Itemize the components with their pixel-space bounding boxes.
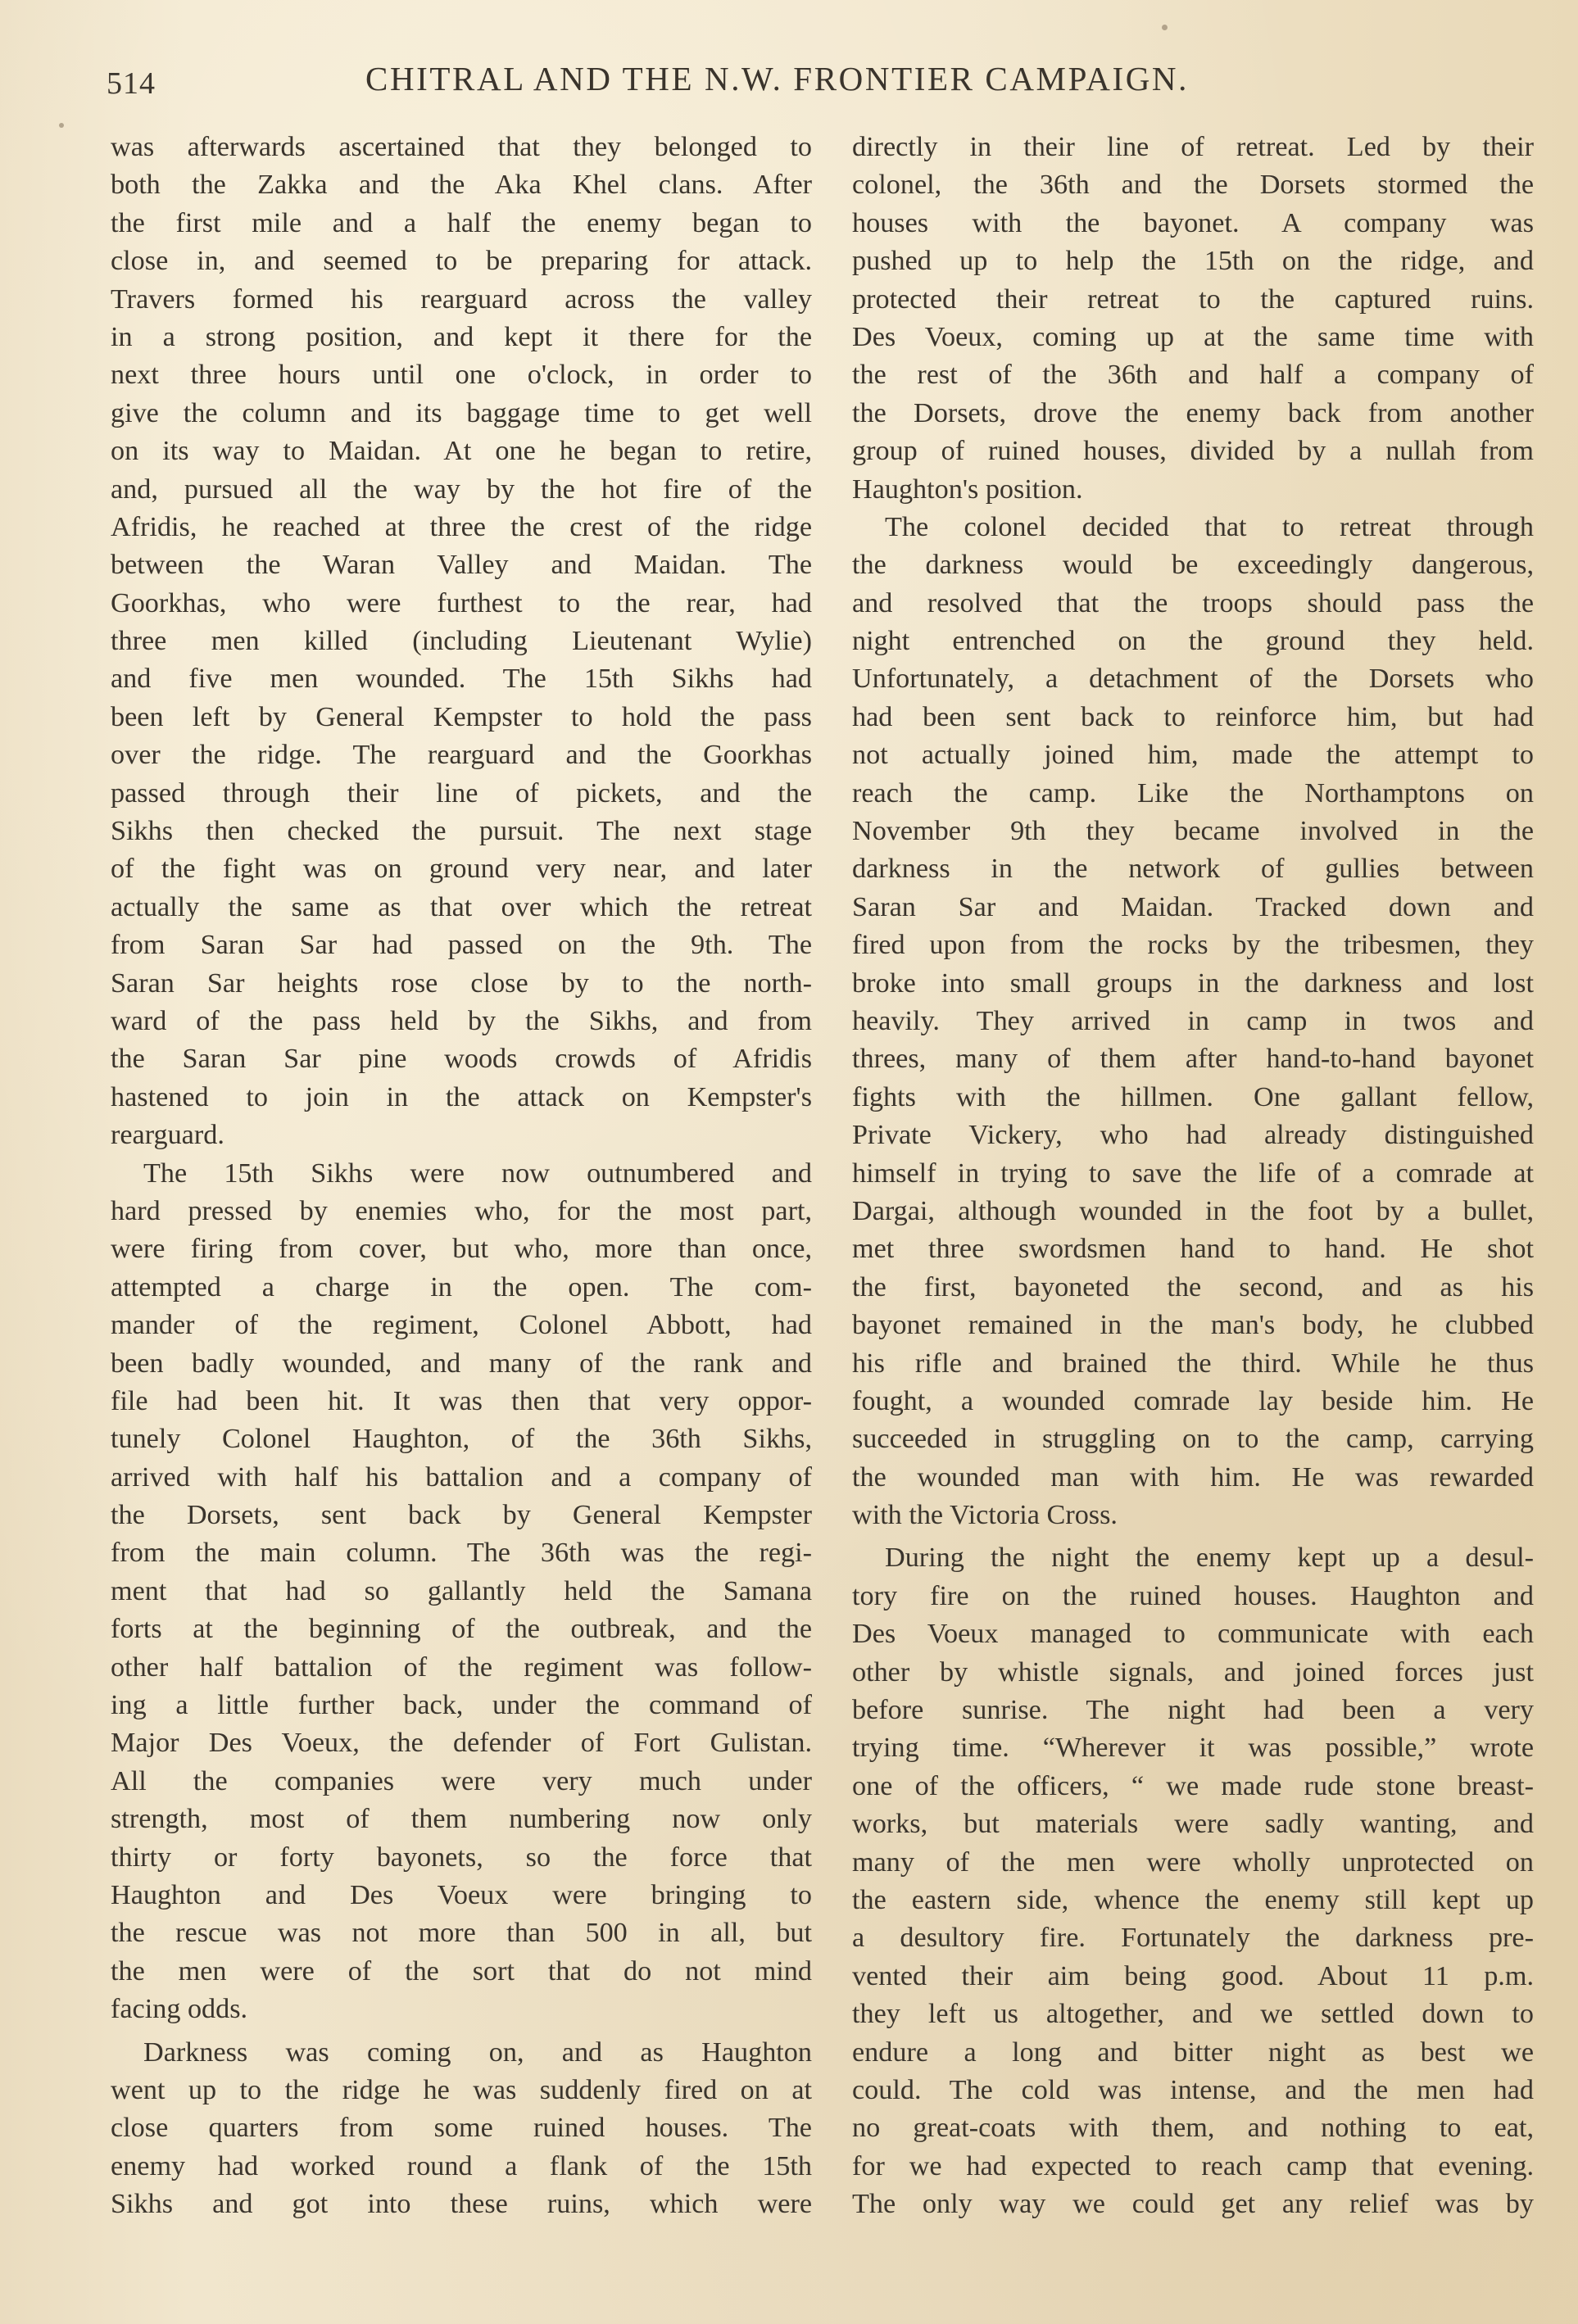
text-line: the eastern side, whence the enemy still kept up [852, 1884, 1534, 1915]
text-line: his rifle and brained the third. While he thus [852, 1348, 1534, 1379]
text-line: in a strong position, and kept it there for the [111, 321, 812, 352]
text-line: The colonel decided that to retreat through [885, 511, 1534, 542]
text-line: one of the officers, “ we made rude stone breast- [852, 1770, 1534, 1801]
text-line: for we had expected to reach camp that evening. [852, 2150, 1534, 2181]
text-line: a desultory fire. Fortunately the darkness pre- [852, 1923, 1534, 1954]
text-line: had been sent back to reinforce him, but had [852, 701, 1534, 732]
text-line: the Dorsets, sent back by General Kempster [111, 1500, 812, 1531]
text-line: succeeded in struggling on to the camp, carrying [852, 1424, 1534, 1455]
text-line: Unfortunately, a detachment of the Dorsets who [852, 664, 1534, 695]
text-line: many of the men were wholly unprotected on [852, 1846, 1534, 1878]
text-line: heavily. They arrived in camp in twos and [852, 1005, 1534, 1036]
text-line: and, pursued all the way by the hot fire of the [111, 473, 812, 505]
right-text-column [852, 129, 1534, 2226]
text-line: fought, a wounded comrade lay beside him. He [852, 1385, 1534, 1416]
text-line: on its way to Maidan. At one he began to retire, [111, 436, 812, 467]
text-line: forts at the beginning of the outbreak, and the [111, 1614, 812, 1645]
text-line: other by whistle signals, and joined forces just [852, 1656, 1534, 1688]
text-line: works, but materials were sadly wanting, and [852, 1809, 1534, 1840]
text-line: not actually joined him, made the attempt to [852, 740, 1534, 771]
text-line: The only way we could get any relief was by [852, 2189, 1534, 2220]
text-line: from Saran Sar had passed on the 9th. The [111, 930, 812, 961]
text-line: fired upon from the rocks by the tribesmen, they [852, 930, 1534, 961]
page-header [107, 59, 1578, 108]
text-line: All the companies were very much under [111, 1765, 812, 1796]
text-line: were firing from cover, but who, more than once, [111, 1234, 812, 1265]
text-line: between the Waran Valley and Maidan. The [111, 550, 812, 581]
text-line: the first mile and a half the enemy began to [111, 207, 812, 238]
text-line: rearguard. [111, 1120, 224, 1151]
text-line: with the Victoria Cross. [852, 1500, 1118, 1531]
text-line: the Saran Sar pine woods crowds of Afridis [111, 1044, 812, 1075]
text-line: the men were of the sort that do not mind [111, 1955, 812, 1986]
text-line: the rescue was not more than 500 in all, but [111, 1918, 812, 1949]
text-line: file had been hit. It was then that very oppor- [111, 1385, 812, 1416]
text-line: met three swordsmen hand to hand. He shot [852, 1234, 1534, 1265]
text-line: tory fire on the ruined houses. Haughton and [852, 1580, 1534, 1611]
text-line: Des Voeux, coming up at the same time with [852, 321, 1534, 352]
text-line: the rest of the 36th and half a company of [852, 360, 1534, 391]
text-line: hastened to join in the attack on Kempster's [111, 1081, 812, 1112]
text-line: the first, bayoneted the second, and as his [852, 1271, 1534, 1302]
text-line: houses with the bayonet. A company was [852, 207, 1534, 238]
text-line: no great-coats with them, and nothing to eat, [852, 2113, 1534, 2144]
text-line: protected their retreat to the captured ruins. [852, 283, 1534, 315]
text-line: directly in their line of retreat. Led by their [852, 132, 1534, 162]
text-line: tunely Colonel Haughton, of the 36th Sikhs, [111, 1424, 812, 1455]
text-line: of the fight was on ground very near, and later [111, 854, 812, 885]
text-line: enemy had worked round a flank of the 15th [111, 2150, 812, 2181]
text-line: close in, and seemed to be preparing for attack. [111, 246, 812, 277]
text-line: strength, most of them numbering now only [111, 1804, 812, 1835]
paper-speck [1162, 25, 1168, 30]
page-number: 514 [107, 66, 156, 101]
text-line: himself in trying to save the life of a comrade at [852, 1157, 1534, 1189]
text-line: Major Des Voeux, the defender of Fort Gulistan. [111, 1728, 812, 1759]
text-line: other half battalion of the regiment was follow- [111, 1651, 812, 1683]
text-line: next three hours until one o'clock, in order to [111, 360, 812, 391]
text-line: went up to the ridge he was suddenly fired on at [111, 2074, 812, 2105]
text-line: Private Vickery, who had already distinguished [852, 1120, 1534, 1151]
text-line: During the night the enemy kept up a desul- [885, 1543, 1534, 1574]
text-line: give the column and its baggage time to get well [111, 397, 812, 428]
text-line: from the main column. The 36th was the regi- [111, 1538, 812, 1569]
text-line: the Dorsets, drove the enemy back from another [852, 397, 1534, 428]
text-line: Darkness was coming on, and as Haughton [143, 2036, 812, 2068]
paper-speck [59, 123, 64, 128]
text-line: colonel, the 36th and the Dorsets stormed the [852, 170, 1534, 201]
text-line: the wounded man with him. He was rewarded [852, 1461, 1534, 1493]
text-line: been badly wounded, and many of the rank and [111, 1348, 812, 1379]
text-line: was afterwards ascertained that they belonged to [111, 132, 812, 162]
text-line: passed through their line of pickets, and the [111, 777, 812, 809]
text-line: Haughton's position. [852, 473, 1083, 505]
text-line: ward of the pass held by the Sikhs, and from [111, 1005, 812, 1036]
text-line: arrived with half his battalion and a company of [111, 1461, 812, 1493]
text-line: vented their aim being good. About 11 p.m. [852, 1960, 1534, 1991]
text-line: Sikhs and got into these ruins, which were [111, 2189, 812, 2220]
text-line: thirty or forty bayonets, so the force that [111, 1842, 812, 1873]
text-line: Dargai, although wounded in the foot by a bullet, [852, 1195, 1534, 1226]
text-line: Saran Sar and Maidan. Tracked down and [852, 891, 1534, 922]
text-line: and five men wounded. The 15th Sikhs had [111, 664, 812, 695]
text-line: before sunrise. The night had been a very [852, 1695, 1534, 1726]
text-line: been left by General Kempster to hold the pass [111, 701, 812, 732]
text-line: and resolved that the troops should pass the [852, 587, 1534, 618]
text-line: trying time. “Wherever it was possible,” wrote [852, 1733, 1534, 1764]
text-line: The 15th Sikhs were now outnumbered and [143, 1157, 812, 1189]
text-line: close quarters from some ruined houses. The [111, 2113, 812, 2144]
text-line: endure a long and bitter night as best we [852, 2036, 1534, 2068]
text-line: actually the same as that over which the retreat [111, 891, 812, 922]
text-line: Afridis, he reached at three the crest of the ridge [111, 511, 812, 542]
text-line: Sikhs then checked the pursuit. The next stage [111, 816, 812, 847]
text-line: could. The cold was intense, and the men had [852, 2074, 1534, 2105]
text-line: bayonet remained in the man's body, he clubbed [852, 1310, 1534, 1341]
text-line: night entrenched on the ground they held. [852, 626, 1534, 657]
left-text-column [111, 129, 812, 2226]
text-line: fights with the hillmen. One gallant fellow, [852, 1081, 1534, 1112]
text-line: ment that had so gallantly held the Samana [111, 1575, 812, 1606]
text-line: ing a little further back, under the command of [111, 1690, 812, 1721]
text-line: facing odds. [111, 1994, 248, 2025]
text-line: reach the camp. Like the Northamptons on [852, 777, 1534, 809]
text-line: hard pressed by enemies who, for the most part, [111, 1195, 812, 1226]
text-line: three men killed (including Lieutenant Wylie) [111, 626, 812, 657]
text-line: Des Voeux managed to communicate with each [852, 1619, 1534, 1650]
text-line: the darkness would be exceedingly dangerous, [852, 550, 1534, 581]
text-line: both the Zakka and the Aka Khel clans. After [111, 170, 812, 201]
text-line: Saran Sar heights rose close by to the north- [111, 967, 812, 999]
text-line: threes, many of them after hand-to-hand bayonet [852, 1044, 1534, 1075]
text-line: group of ruined houses, divided by a nullah from [852, 436, 1534, 467]
running-head: CHITRAL AND THE N.W. FRONTIER CAMPAIGN. [365, 60, 1189, 97]
text-line: Haughton and Des Voeux were bringing to [111, 1879, 812, 1910]
text-line: mander of the regiment, Colonel Abbott, had [111, 1310, 812, 1341]
text-line: over the ridge. The rearguard and the Goorkhas [111, 740, 812, 771]
text-line: attempted a charge in the open. The com- [111, 1271, 812, 1302]
text-line: November 9th they became involved in the [852, 816, 1534, 847]
text-line: Goorkhas, who were furthest to the rear, had [111, 587, 812, 618]
text-line: they left us altogether, and we settled down to [852, 1999, 1534, 2030]
text-line: Travers formed his rearguard across the valley [111, 283, 812, 315]
text-line: pushed up to help the 15th on the ridge, and [852, 246, 1534, 277]
text-line: broke into small groups in the darkness and lost [852, 967, 1534, 999]
text-line: darkness in the network of gullies between [852, 854, 1534, 885]
